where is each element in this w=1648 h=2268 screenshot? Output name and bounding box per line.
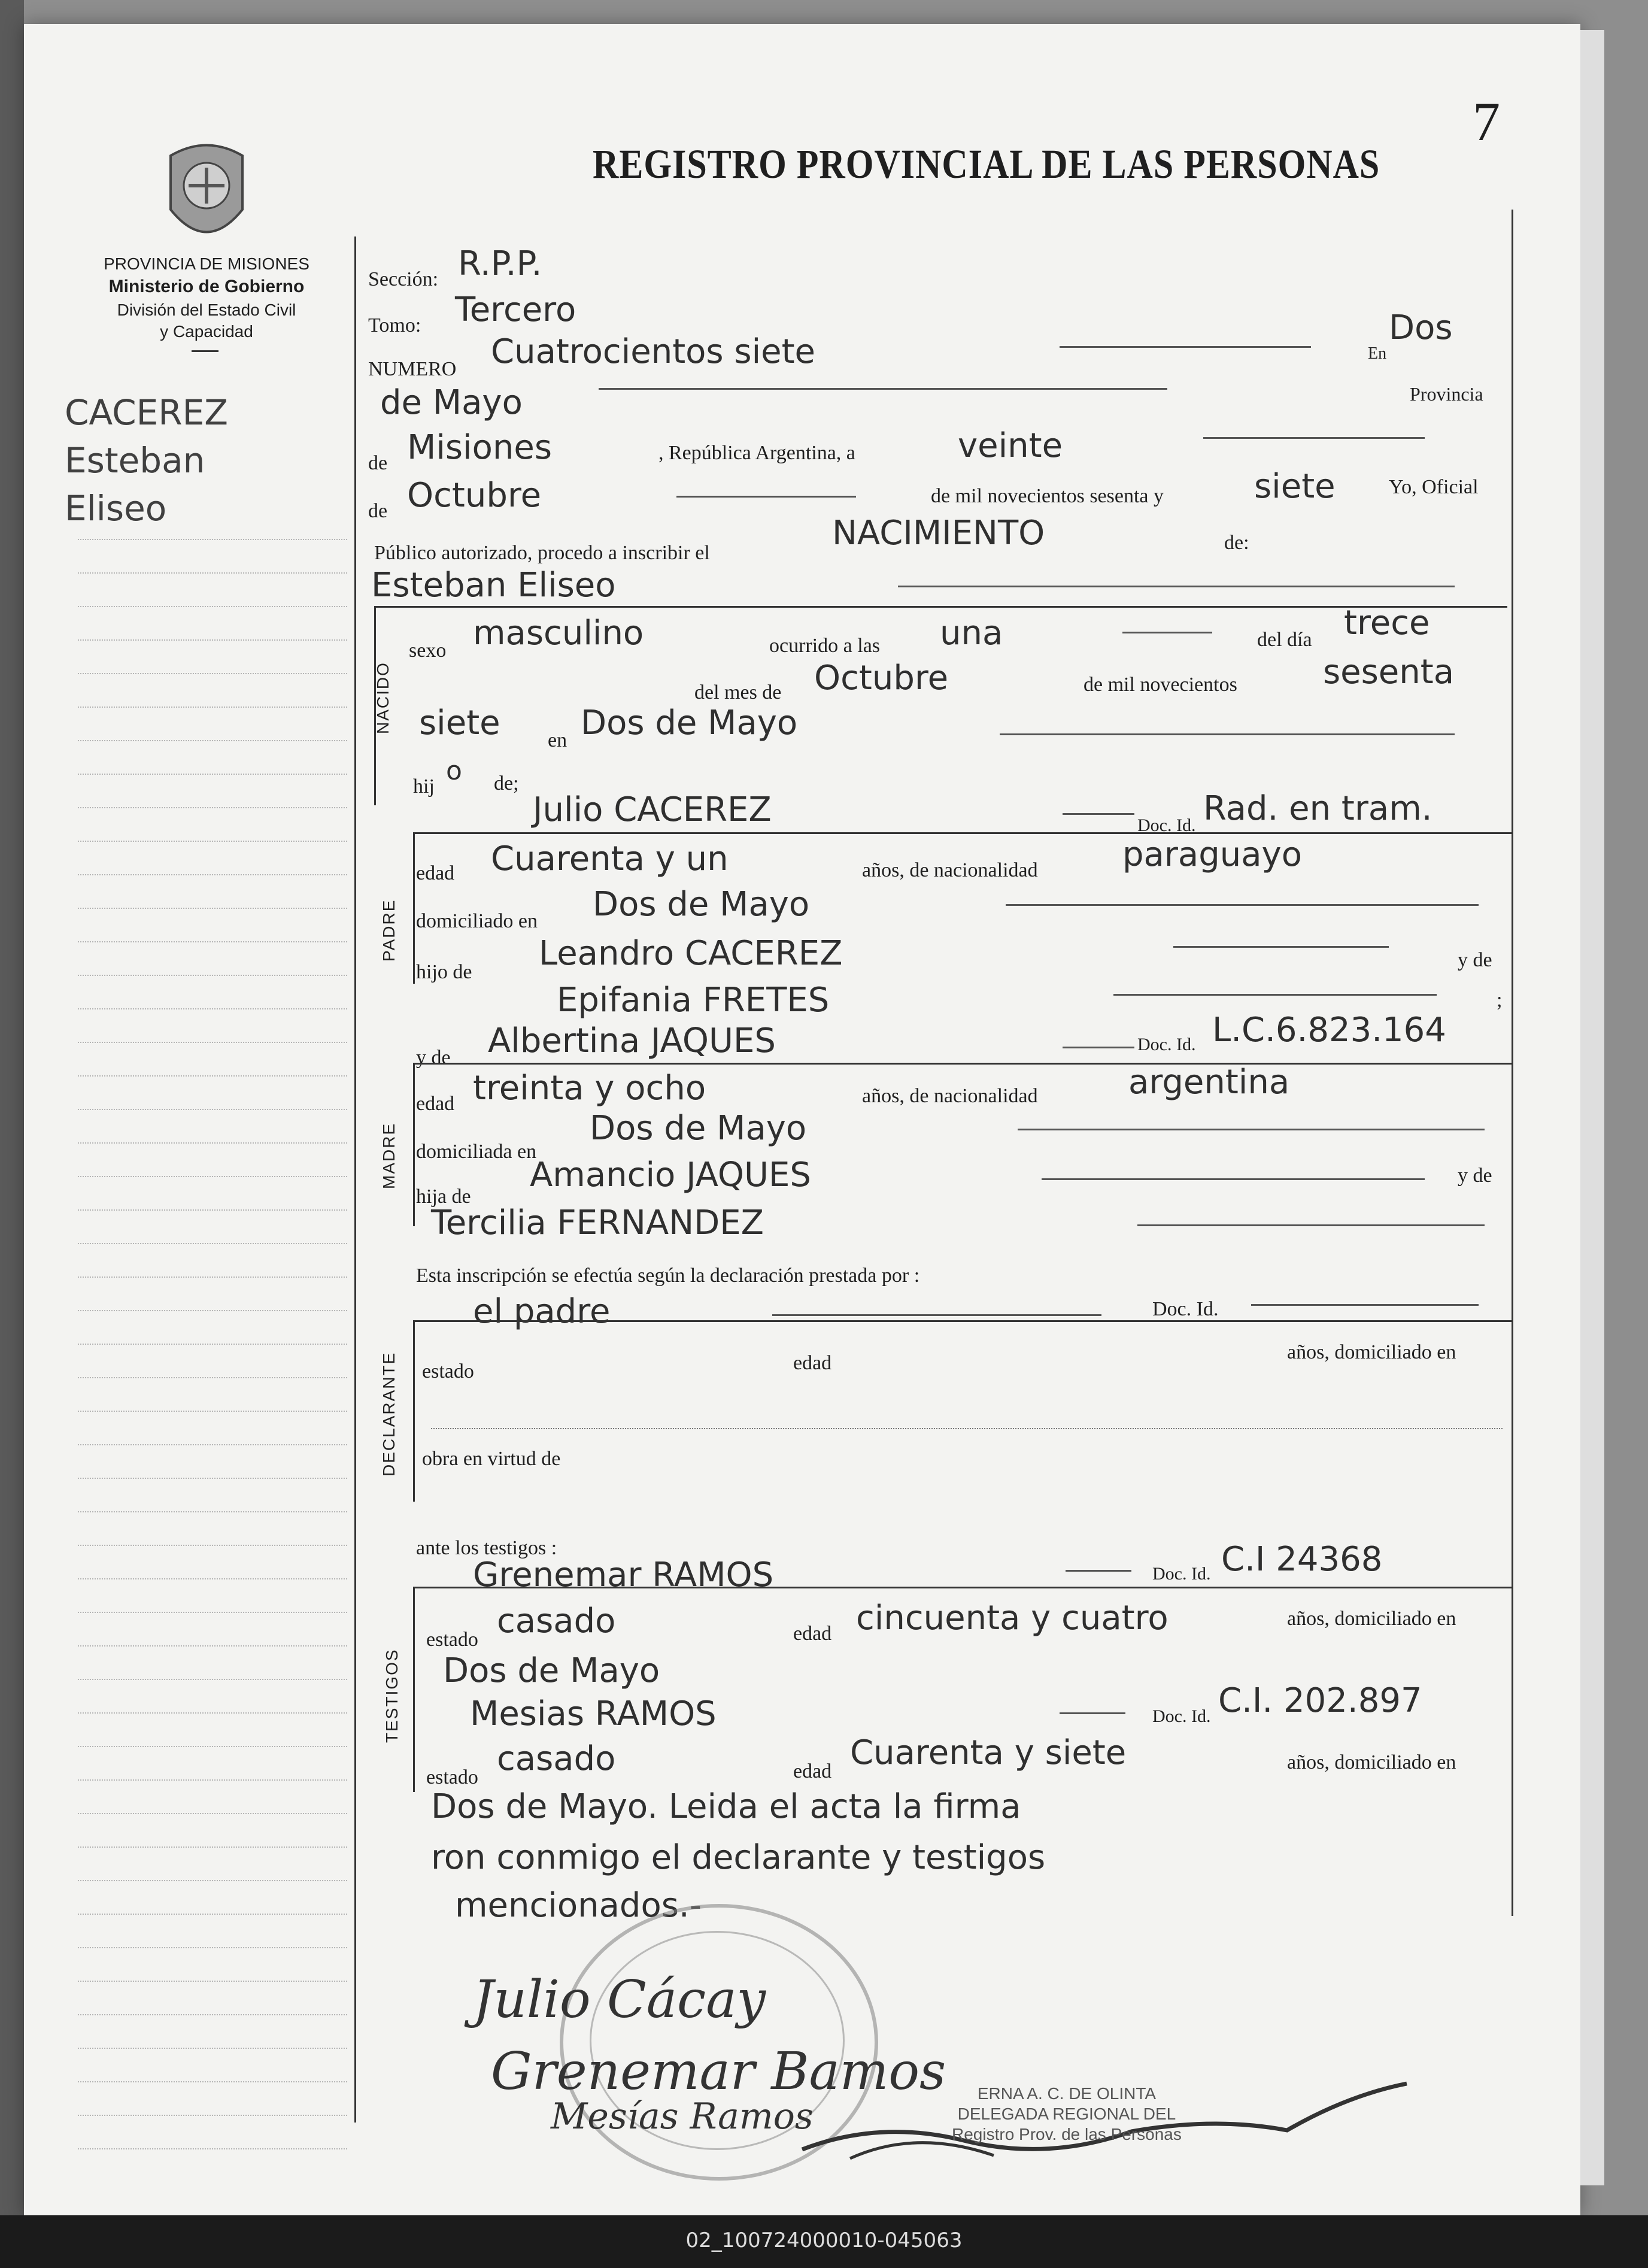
fill-line [1063, 813, 1134, 815]
margin-ruled-line [78, 807, 347, 808]
margin-ruled-line [78, 740, 347, 741]
certifier-name: ERNA A. C. DE OLINTA [977, 2084, 1157, 2103]
margin-second-name: Eliseo [65, 488, 167, 529]
label-madre-nac: años, de nacionalidad [862, 1085, 1038, 1107]
value-padre-dom: Dos de Mayo [593, 885, 810, 924]
label-yo-oficial: Yo, Oficial [1389, 476, 1479, 498]
value-lugar: de Mayo [380, 383, 523, 422]
label-mil-sesenta: de mil novecientos sesenta y [931, 485, 1164, 507]
margin-ruled-line [78, 1813, 347, 1814]
org-divider [192, 350, 218, 352]
label-padre-edad: edad [416, 862, 455, 884]
margin-ruled-line [78, 1746, 347, 1747]
value-testigo2-estado: casado [497, 1739, 616, 1778]
value-madre: Albertina JAQUES [488, 1021, 776, 1060]
signature-julio: Julio Cácay [473, 1970, 766, 2030]
provincial-seal-icon [159, 138, 254, 254]
margin-ruled-line [78, 539, 347, 540]
margin-ruled-line [78, 1176, 347, 1177]
value-abuelo-m: Amancio JAQUES [530, 1156, 811, 1194]
margin-ruled-line [78, 1276, 347, 1278]
value-acto: NACIMIENTO [832, 514, 1045, 553]
margin-ruled-line [78, 1779, 347, 1781]
label-y-de: y de [1458, 949, 1492, 971]
margin-ruled-line [78, 1981, 347, 1982]
margin-ruled-line [78, 1411, 347, 1412]
fill-line [1060, 1712, 1125, 1714]
value-anio-nac-b: siete [419, 704, 500, 742]
margin-ruled-line [78, 1209, 347, 1211]
fill-line [1063, 1047, 1134, 1048]
label-de2: de [368, 500, 388, 522]
label-ante-testigos: ante los testigos : [416, 1537, 557, 1559]
certifier-office: Registro Prov. de las Personas [952, 2125, 1182, 2143]
value-padre-doc: Rad. en tram. [1203, 789, 1432, 828]
label-sexo: sexo [409, 639, 447, 662]
margin-ruled-line [78, 2014, 347, 2015]
value-testigo2: Mesias RAMOS [470, 1694, 717, 1733]
margin-ruled-line [78, 1075, 347, 1077]
label-padre-dom: domiciliado en [416, 910, 538, 932]
value-abuela-m: Tercilia FERNANDEZ [431, 1203, 764, 1242]
fill-line [898, 586, 1455, 587]
label-en2: en [548, 729, 567, 751]
value-testigo1: Grenemar RAMOS [473, 1556, 774, 1594]
label-republica: , República Argentina, a [658, 442, 855, 464]
margin-ruled-line [78, 1478, 347, 1479]
label-t2-doc: Doc. Id. [1152, 1706, 1211, 1726]
margin-ruled-line [78, 1243, 347, 1244]
margin-surname: CACEREZ [65, 392, 228, 433]
label-t1-estado: estado [426, 1629, 478, 1651]
margin-ruled-line [78, 2148, 347, 2149]
label-madre-doc: Doc. Id. [1137, 1035, 1196, 1054]
value-madre-nac: argentina [1128, 1063, 1290, 1102]
fill-line [1113, 994, 1437, 996]
binding-shadow [0, 0, 24, 2268]
closing-line-2: ron conmigo el declarante y testigos [431, 1838, 1046, 1877]
signature-grenemar: Grenemar Bamos [491, 2042, 946, 2102]
margin-ruled-line [78, 874, 347, 875]
label-declarante-doc: Doc. Id. [1152, 1298, 1219, 1320]
margin-ruled-line [78, 1008, 347, 1009]
margin-ruled-line [78, 941, 347, 942]
label-numero: NUMERO [368, 358, 457, 380]
margin-ruled-line [78, 841, 347, 842]
label-de-colon: de: [1224, 532, 1249, 554]
fill-line [1251, 1304, 1479, 1306]
fill-line [1018, 1129, 1485, 1130]
margin-ruled-line [78, 975, 347, 976]
page-edge [1580, 30, 1604, 2185]
fill-line [676, 496, 856, 498]
value-dia: veinte [958, 426, 1063, 465]
fill-line [1060, 346, 1311, 348]
value-testigo1-edad: cincuenta y cuatro [856, 1599, 1169, 1638]
value-madre-doc: L.C.6.823.164 [1212, 1011, 1446, 1050]
value-testigo1-dom: Dos de Mayo [443, 1651, 660, 1690]
label-tomo: Tomo: [368, 314, 421, 336]
margin-ruled-line [78, 1679, 347, 1680]
label-madre: MADRE [380, 1122, 398, 1189]
margin-ruled-line [78, 572, 347, 574]
margin-ruled-line [78, 2081, 347, 2082]
label-t1-doc: Doc. Id. [1152, 1564, 1211, 1584]
label-de: de [368, 452, 388, 474]
label-hija-de: hija de [416, 1185, 471, 1208]
value-testigo1-estado: casado [497, 1602, 616, 1641]
certifier-role: DELEGADA REGIONAL DEL [957, 2105, 1176, 2123]
margin-ruled-line [78, 707, 347, 708]
value-tomo: Tercero [455, 290, 576, 329]
label-t1-edad: edad [793, 1623, 832, 1645]
value-sexo: masculino [473, 614, 644, 653]
signature-mesias: Mesías Ramos [551, 2096, 814, 2137]
margin-ruled-line [78, 1511, 347, 1512]
label-nacido: NACIDO [374, 662, 392, 734]
margin-ruled-line [78, 1444, 347, 1445]
margin-ruled-line [78, 1947, 347, 1948]
margin-ruled-line [78, 2115, 347, 2116]
closing-line-1: Dos de Mayo. Leida el acta la firma [431, 1787, 1021, 1826]
label-seccion: Sección: [368, 268, 439, 290]
fill-line [599, 388, 1167, 390]
margin-ruled-line [78, 1914, 347, 1915]
label-edad-dec: edad [793, 1352, 832, 1374]
label-mil-nov: de mil novecientos [1084, 674, 1237, 696]
org-division: División del Estado Civil [117, 301, 296, 319]
value-declarante: el padre [473, 1292, 611, 1331]
scan-identifier: 02_100724000010-045063 [685, 2228, 963, 2252]
margin-ruled-line [78, 1344, 347, 1345]
label-semicolon: ; [1497, 989, 1503, 1011]
label-padre-nac: años, de nacionalidad [862, 859, 1038, 881]
margin-ruled-line [78, 908, 347, 909]
closing-line-3: mencionados.- [455, 1886, 702, 1925]
fill-line [1173, 946, 1389, 948]
certifier-stamp [952, 2084, 1182, 2145]
margin-ruled-line [78, 1645, 347, 1647]
label-del-dia: del día [1257, 629, 1312, 651]
label-hijo-de: hijo de [416, 961, 472, 983]
document-title: REGISTRO PROVINCIAL DE LAS PERSONAS [593, 141, 1380, 187]
label-de-semi: de; [494, 772, 519, 795]
label-hij: hij [413, 775, 435, 798]
org-ministry: Ministerio de Gobierno [108, 277, 305, 296]
value-numero: Cuatrocientos siete [491, 332, 816, 371]
value-madre-dom: Dos de Mayo [590, 1109, 807, 1148]
label-ocurrido: ocurrido a las [769, 635, 881, 657]
margin-ruled-line [78, 1612, 347, 1613]
fill-line [772, 1314, 1101, 1316]
margin-ruled-line [78, 1545, 347, 1546]
margin-ruled-line [78, 1310, 347, 1311]
value-testigo1-doc: C.I 24368 [1221, 1540, 1383, 1579]
value-mes: Octubre [407, 476, 542, 515]
page-number: 7 [1473, 91, 1500, 152]
value-padre: Julio CACEREZ [533, 790, 772, 829]
margin-ruled-line [78, 774, 347, 775]
label-testigos: TESTIGOS [383, 1648, 401, 1743]
label-padre: PADRE [380, 899, 398, 962]
label-madre-edad: edad [416, 1093, 455, 1115]
value-hora: una [940, 614, 1003, 653]
value-seccion: R.P.P. [458, 244, 542, 283]
label-y-de-madre: y de [416, 1047, 451, 1069]
margin-ruled-line [78, 673, 347, 674]
margin-ruled-line [78, 1042, 347, 1043]
margin-ruled-line [78, 1846, 347, 1848]
margin-ruled-line [78, 1142, 347, 1144]
fill-line [1066, 1570, 1131, 1572]
org-province: PROVINCIA DE MISIONES [104, 254, 309, 273]
margin-ruled-line [78, 1578, 347, 1579]
fill-line [1006, 904, 1479, 906]
margin-given-name: Esteban [65, 440, 205, 481]
label-declaracion: Esta inscripción se efectúa según la declaración prestada por : [416, 1265, 920, 1287]
margin-ruled-line [78, 606, 347, 607]
label-t2-anos-dom: años, domiciliado en [1287, 1751, 1456, 1773]
value-abuela-p: Epifania FRETES [557, 981, 830, 1020]
value-anio: siete [1254, 467, 1336, 506]
label-y-de-m: y de [1458, 1165, 1492, 1187]
value-hij-o: o [446, 756, 462, 786]
label-publico: Público autorizado, procedo a inscribir el [374, 542, 710, 564]
fill-line [1122, 632, 1212, 633]
value-testigo2-edad: Cuarenta y siete [850, 1733, 1127, 1772]
label-padre-doc: Doc. Id. [1137, 815, 1196, 835]
label-madre-dom: domiciliada en [416, 1141, 537, 1163]
label-en: En [1368, 344, 1387, 363]
main-column-rule [354, 236, 356, 2123]
value-madre-edad: treinta y ocho [473, 1069, 706, 1108]
value-abuelo-p: Leandro CACEREZ [539, 934, 843, 973]
fill-line [1042, 1178, 1425, 1180]
label-provincia: Provincia [1410, 383, 1483, 405]
value-dia-nac: trece [1344, 604, 1430, 642]
label-obra: obra en virtud de [422, 1448, 561, 1470]
value-lugar-nac: Dos de Mayo [581, 704, 798, 742]
label-t1-anos-dom: años, domiciliado en [1287, 1608, 1456, 1630]
margin-ruled-line [78, 639, 347, 641]
org-capacity: y Capacidad [160, 322, 253, 341]
dotted-line [431, 1428, 1503, 1429]
value-en: Dos [1389, 308, 1453, 347]
value-provincia: Misiones [407, 428, 552, 467]
margin-ruled-line [78, 2048, 347, 2049]
label-declarante-section: DECLARANTE [380, 1351, 398, 1476]
value-mes-nac: Octubre [814, 659, 949, 698]
label-estado-dec: estado [422, 1360, 474, 1382]
value-padre-edad: Cuarenta y un [491, 839, 729, 878]
fill-line [1203, 437, 1425, 439]
value-padre-nac: paraguayo [1122, 835, 1302, 874]
value-nombre: Esteban Eliseo [371, 566, 616, 605]
label-anos-dom-dec: años, domiciliado en [1287, 1341, 1456, 1363]
margin-ruled-line [78, 1377, 347, 1378]
label-t2-edad: edad [793, 1760, 832, 1782]
margin-ruled-line [78, 1880, 347, 1881]
value-testigo2-doc: C.I. 202.897 [1218, 1681, 1422, 1720]
value-anio-nac-a: sesenta [1323, 653, 1455, 692]
label-t2-estado: estado [426, 1766, 478, 1788]
fill-line [1137, 1224, 1485, 1226]
margin-ruled-line [78, 1109, 347, 1110]
margin-ruled-line [78, 1712, 347, 1714]
label-del-mes: del mes de [694, 681, 782, 704]
fill-line [1000, 733, 1455, 735]
